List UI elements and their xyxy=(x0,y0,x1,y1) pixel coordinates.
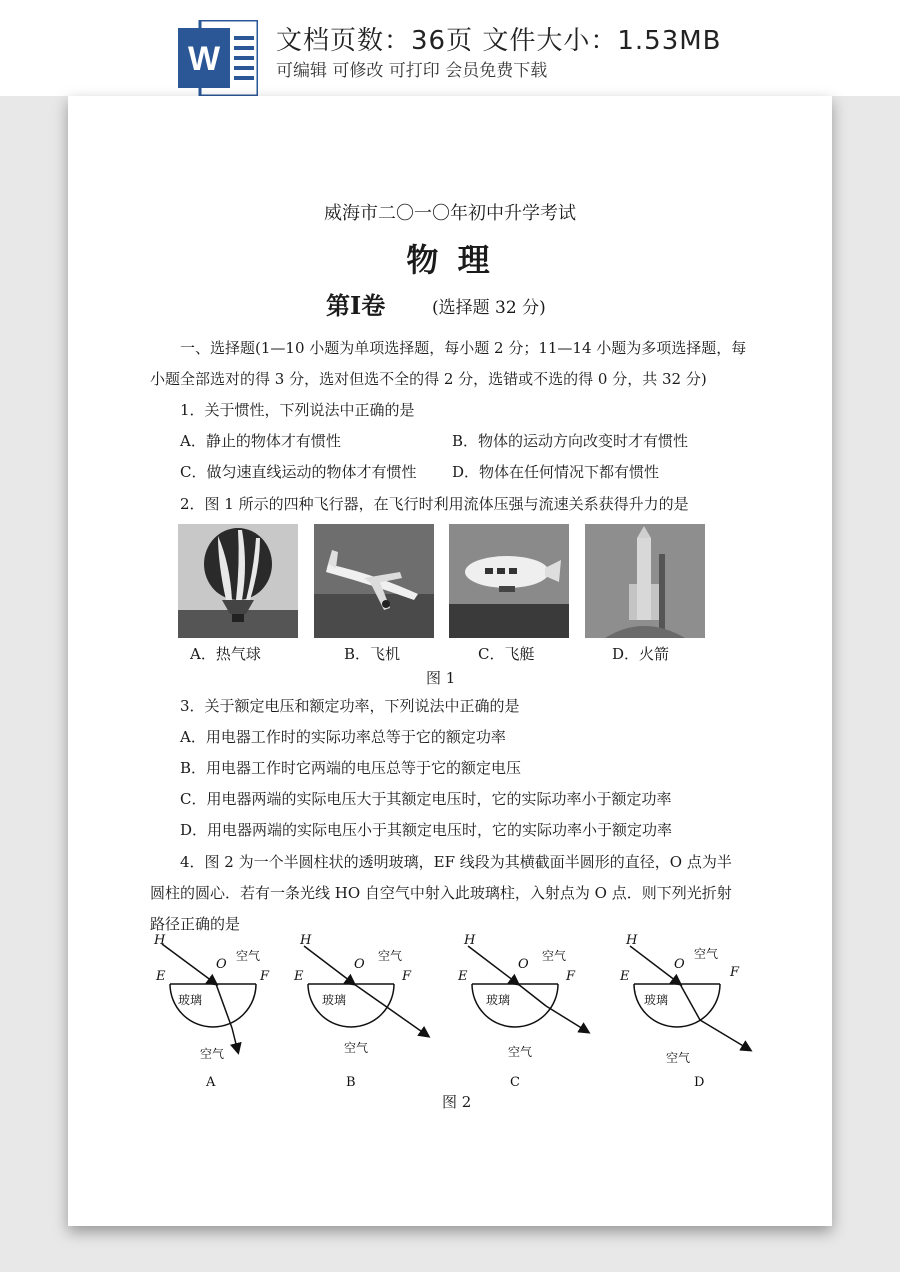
section-instructions-line2: 小题全部选对的得 3 分，选对但选不全的得 2 分，选错或不选的得 0 分，共 32 分) xyxy=(150,370,707,388)
svg-text:O: O xyxy=(674,957,685,972)
question-3-option-a: A．用电器工作时的实际功率总等于它的额定功率 xyxy=(180,728,506,746)
svg-text:H: H xyxy=(300,933,312,948)
question-3-option-d: D．用电器两端的实际电压小于其额定电压时，它的实际功率小于额定功率 xyxy=(180,821,673,839)
question-1-option-d: D．物体在任何情况下都有惯性 xyxy=(452,463,660,481)
question-4-line1: 4．图 2 为一个半圆柱状的透明玻璃，EF 线段为其横截面半圆形的直径，O 点为半 xyxy=(180,853,732,871)
figure-1-caption-b: B．飞机 xyxy=(344,645,401,663)
svg-text:H: H xyxy=(464,933,476,948)
document-stats: 文档页数：36页 文件大小：1.53MB xyxy=(276,26,722,56)
question-3-stem: 3．关于额定电压和额定功率，下列说法中正确的是 xyxy=(180,697,520,715)
label-f: F xyxy=(260,969,270,984)
option-label-c: C xyxy=(510,1075,520,1090)
svg-text:F: F xyxy=(402,969,412,984)
airship-image xyxy=(449,524,569,638)
svg-text:玻璃: 玻璃 xyxy=(322,993,347,1007)
svg-text:空气: 空气 xyxy=(508,1045,533,1059)
question-3-option-c: C．用电器两端的实际电压大于其额定电压时，它的实际功率小于额定功率 xyxy=(180,790,672,808)
question-2-stem: 2．图 1 所示的四种飞行器，在飞行时利用流体压强与流速关系获得升力的是 xyxy=(180,495,689,513)
option-label-b: B xyxy=(346,1075,356,1090)
svg-text:E: E xyxy=(620,969,630,984)
svg-text:空气: 空气 xyxy=(666,1051,691,1065)
svg-text:玻璃: 玻璃 xyxy=(486,993,511,1007)
volume-subtitle: (选择题 32 分) xyxy=(432,298,546,318)
airplane-image xyxy=(314,524,434,638)
section-instructions-line1: 一、选择题(1—10 小题为单项选择题，每小题 2 分；11—14 小题为多项选择题，每 xyxy=(180,339,747,357)
download-banner xyxy=(0,0,900,96)
subject-title: 物 理 xyxy=(406,241,494,279)
svg-text:空气: 空气 xyxy=(694,947,719,961)
svg-text:空气: 空气 xyxy=(378,949,403,963)
figure-1-caption-a: A．热气球 xyxy=(190,645,261,663)
svg-text:E: E xyxy=(458,969,468,984)
svg-text:O: O xyxy=(354,957,365,972)
label-air-bottom: 空气 xyxy=(200,1047,225,1061)
exam-header: 威海市二〇一〇年初中升学考试 xyxy=(324,203,576,224)
label-o: O xyxy=(216,957,227,972)
svg-text:W: W xyxy=(187,40,221,78)
svg-text:空气: 空气 xyxy=(344,1041,369,1055)
label-e: E xyxy=(156,969,166,984)
figure-1-caption-c: C．飞艇 xyxy=(478,645,535,663)
diagram-c xyxy=(457,933,588,1090)
diagram-b xyxy=(293,933,428,1090)
question-4-line2: 圆柱的圆心．若有一条光线 HO 自空气中射入此玻璃柱，入射点为 O 点．则下列光折射 xyxy=(150,884,732,902)
svg-text:F: F xyxy=(566,969,576,984)
svg-text:E: E xyxy=(294,969,304,984)
svg-text:空气: 空气 xyxy=(542,949,567,963)
svg-text:H: H xyxy=(626,933,638,948)
question-3-option-b: B．用电器工作时它两端的电压总等于它的额定电压 xyxy=(180,759,522,777)
figure-1-label: 图 1 xyxy=(426,669,456,687)
option-label-a: A xyxy=(206,1075,216,1090)
word-doc-icon xyxy=(178,20,258,96)
question-1-option-c: C．做匀速直线运动的物体才有惯性 xyxy=(180,463,417,481)
label-h: H xyxy=(154,933,166,948)
question-1-stem: 1．关于惯性，下列说法中正确的是 xyxy=(180,401,415,419)
diagram-a xyxy=(153,933,270,1090)
hot-air-balloon-image xyxy=(178,524,298,638)
document-page xyxy=(68,96,832,1226)
rocket-image xyxy=(585,524,705,638)
option-label-d: D xyxy=(694,1075,705,1090)
label-glass: 玻璃 xyxy=(178,993,203,1007)
figure-2-refraction-diagrams xyxy=(148,932,778,1112)
question-1-option-a: A．静止的物体才有惯性 xyxy=(180,432,341,450)
question-4-line3: 路径正确的是 xyxy=(150,915,241,933)
svg-text:F: F xyxy=(730,965,740,980)
diagram-d xyxy=(619,933,750,1090)
volume-title: 第Ⅰ卷 xyxy=(326,291,386,320)
question-1-option-b: B．物体的运动方向改变时才有惯性 xyxy=(452,432,689,450)
figure-2-label: 图 2 xyxy=(442,1093,472,1111)
svg-text:O: O xyxy=(518,957,529,972)
svg-text:玻璃: 玻璃 xyxy=(644,993,669,1007)
figure-1-caption-d: D．火箭 xyxy=(612,645,670,663)
label-air-top: 空气 xyxy=(236,949,261,963)
document-features: 可编辑 可修改 可打印 会员免费下载 xyxy=(276,61,548,81)
